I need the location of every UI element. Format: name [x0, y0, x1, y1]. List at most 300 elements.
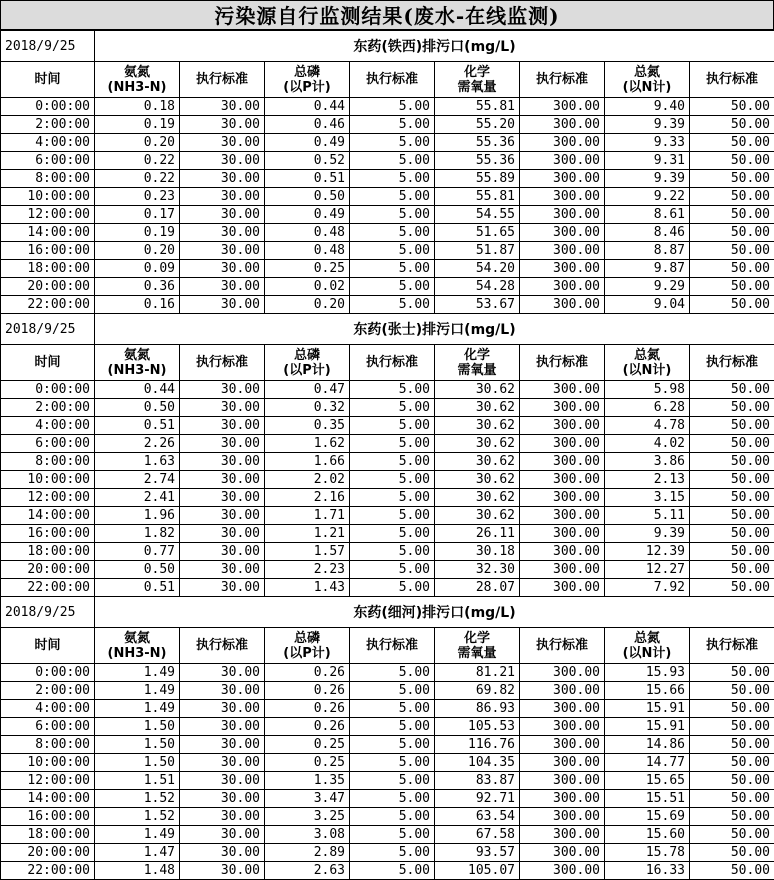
col-header-total-nitrogen [605, 62, 690, 98]
cell-tp-standard: 5.00 [350, 296, 435, 314]
cell-tn-value: 15.93 [605, 664, 690, 682]
cell-nh3n-standard: 30.00 [180, 754, 265, 772]
cell-tn-value: 4.02 [605, 435, 690, 453]
table-row [1, 134, 774, 152]
table-row [1, 718, 774, 736]
cell-cod-value: 26.11 [435, 525, 520, 543]
cell-time: 0:00:00 [1, 664, 95, 682]
col-header-cod [435, 62, 520, 98]
cell-tn-value: 15.51 [605, 790, 690, 808]
column-header-row [1, 345, 774, 381]
cell-tp-value: 2.63 [265, 862, 350, 880]
cell-tn-standard: 50.00 [690, 790, 774, 808]
cell-cod-standard: 300.00 [520, 489, 605, 507]
col-header-total-phosphorus-line2: (以P计) [283, 645, 331, 661]
section-outlet-title: 东药(铁西)排污口(mg/L) [95, 31, 774, 62]
cell-tp-value: 0.25 [265, 736, 350, 754]
cell-tp-value: 1.21 [265, 525, 350, 543]
cell-nh3n-standard: 30.00 [180, 278, 265, 296]
table-row [1, 399, 774, 417]
cell-nh3n-standard: 30.00 [180, 399, 265, 417]
col-header-standard-line1: 执行标准 [535, 638, 588, 653]
cell-nh3n-value: 1.49 [95, 664, 180, 682]
col-header-standard-line1: 执行标准 [195, 355, 248, 370]
col-header-standard [690, 62, 774, 98]
cell-nh3n-value: 0.19 [95, 224, 180, 242]
cell-nh3n-standard: 30.00 [180, 543, 265, 561]
cell-cod-value: 93.57 [435, 844, 520, 862]
cell-nh3n-value: 0.50 [95, 561, 180, 579]
cell-nh3n-standard: 30.00 [180, 435, 265, 453]
cell-nh3n-value: 1.50 [95, 736, 180, 754]
cell-cod-value: 55.36 [435, 134, 520, 152]
section-date: 2018/9/25 [1, 31, 95, 62]
cell-tn-standard: 50.00 [690, 278, 774, 296]
cell-time: 2:00:00 [1, 116, 95, 134]
cell-tp-value: 0.26 [265, 718, 350, 736]
cell-cod-standard: 300.00 [520, 453, 605, 471]
cell-tn-standard: 50.00 [690, 296, 774, 314]
cell-tp-standard: 5.00 [350, 682, 435, 700]
cell-time: 20:00:00 [1, 278, 95, 296]
cell-tp-value: 0.25 [265, 754, 350, 772]
cell-nh3n-standard: 30.00 [180, 152, 265, 170]
cell-nh3n-standard: 30.00 [180, 489, 265, 507]
cell-tn-standard: 50.00 [690, 772, 774, 790]
cell-tn-standard: 50.00 [690, 260, 774, 278]
col-header-total-nitrogen-line2: (以N计) [622, 79, 672, 95]
table-row [1, 772, 774, 790]
cell-nh3n-standard: 30.00 [180, 862, 265, 880]
cell-cod-value: 30.62 [435, 417, 520, 435]
cell-cod-value: 53.67 [435, 296, 520, 314]
cell-nh3n-value: 1.51 [95, 772, 180, 790]
cell-cod-standard: 300.00 [520, 417, 605, 435]
cell-tp-value: 0.49 [265, 206, 350, 224]
cell-nh3n-standard: 30.00 [180, 808, 265, 826]
cell-nh3n-value: 1.50 [95, 754, 180, 772]
cell-tp-standard: 5.00 [350, 399, 435, 417]
table-row [1, 170, 774, 188]
cell-tn-value: 15.65 [605, 772, 690, 790]
cell-tp-value: 1.43 [265, 579, 350, 597]
cell-tp-value: 3.08 [265, 826, 350, 844]
cell-cod-value: 116.76 [435, 736, 520, 754]
table-row [1, 471, 774, 489]
cell-tp-standard: 5.00 [350, 188, 435, 206]
cell-tn-value: 12.39 [605, 543, 690, 561]
cell-cod-value: 51.65 [435, 224, 520, 242]
table-row [1, 260, 774, 278]
cell-tp-standard: 5.00 [350, 435, 435, 453]
cell-tp-value: 0.48 [265, 224, 350, 242]
cell-nh3n-standard: 30.00 [180, 98, 265, 116]
col-header-standard [520, 62, 605, 98]
col-header-standard-line1: 执行标准 [365, 355, 418, 370]
cell-tp-value: 1.66 [265, 453, 350, 471]
cell-nh3n-value: 0.19 [95, 116, 180, 134]
cell-cod-value: 54.20 [435, 260, 520, 278]
cell-nh3n-standard: 30.00 [180, 296, 265, 314]
cell-tp-standard: 5.00 [350, 98, 435, 116]
cell-tp-value: 1.35 [265, 772, 350, 790]
cell-cod-value: 92.71 [435, 790, 520, 808]
cell-nh3n-standard: 30.00 [180, 242, 265, 260]
col-header-total-phosphorus-line1: 总磷 [293, 347, 320, 363]
col-header-nh3n-line1: 氨氮 [123, 64, 150, 80]
cell-nh3n-standard: 30.00 [180, 417, 265, 435]
cell-tn-value: 16.33 [605, 862, 690, 880]
cell-tn-value: 7.92 [605, 579, 690, 597]
col-header-time [1, 345, 95, 381]
column-header-row [1, 628, 774, 664]
cell-tn-standard: 50.00 [690, 98, 774, 116]
cell-tp-standard: 5.00 [350, 152, 435, 170]
table-row [1, 862, 774, 880]
cell-time: 4:00:00 [1, 134, 95, 152]
col-header-cod [435, 628, 520, 664]
col-header-total-phosphorus-line1: 总磷 [293, 64, 320, 80]
table-row [1, 543, 774, 561]
col-header-total-nitrogen [605, 345, 690, 381]
col-header-total-phosphorus-line1: 总磷 [293, 630, 320, 646]
table-row [1, 844, 774, 862]
col-header-nh3n-line2: (NH3-N) [107, 645, 167, 661]
cell-tn-standard: 50.00 [690, 242, 774, 260]
cell-nh3n-standard: 30.00 [180, 134, 265, 152]
cell-nh3n-standard: 30.00 [180, 790, 265, 808]
cell-tp-standard: 5.00 [350, 381, 435, 399]
cell-tn-value: 3.15 [605, 489, 690, 507]
cell-tn-standard: 50.00 [690, 206, 774, 224]
cell-cod-value: 83.87 [435, 772, 520, 790]
col-header-nh3n [95, 628, 180, 664]
section-header-row [1, 31, 774, 62]
cell-tp-standard: 5.00 [350, 664, 435, 682]
cell-tn-value: 9.29 [605, 278, 690, 296]
cell-tn-value: 15.91 [605, 700, 690, 718]
table-row [1, 224, 774, 242]
cell-tp-value: 3.25 [265, 808, 350, 826]
cell-cod-standard: 300.00 [520, 206, 605, 224]
cell-nh3n-standard: 30.00 [180, 664, 265, 682]
col-header-time [1, 628, 95, 664]
cell-tn-value: 4.78 [605, 417, 690, 435]
cell-tn-standard: 50.00 [690, 471, 774, 489]
cell-nh3n-value: 0.17 [95, 206, 180, 224]
cell-time: 12:00:00 [1, 206, 95, 224]
table-row [1, 579, 774, 597]
col-header-nh3n-line1: 氨氮 [123, 630, 150, 646]
cell-cod-standard: 300.00 [520, 754, 605, 772]
cell-nh3n-value: 2.26 [95, 435, 180, 453]
cell-tp-standard: 5.00 [350, 700, 435, 718]
monitoring-table [0, 30, 774, 880]
cell-tn-value: 2.13 [605, 471, 690, 489]
table-row [1, 152, 774, 170]
table-row [1, 682, 774, 700]
cell-cod-standard: 300.00 [520, 579, 605, 597]
cell-nh3n-standard: 30.00 [180, 116, 265, 134]
section-outlet-title: 东药(细河)排污口(mg/L) [95, 597, 774, 628]
col-header-standard [350, 345, 435, 381]
cell-tp-standard: 5.00 [350, 134, 435, 152]
table-row [1, 790, 774, 808]
col-header-standard-line1: 执行标准 [705, 638, 758, 653]
cell-tp-value: 0.35 [265, 417, 350, 435]
cell-tn-standard: 50.00 [690, 826, 774, 844]
cell-tp-value: 2.16 [265, 489, 350, 507]
col-header-cod-line1: 化学 [463, 64, 490, 80]
cell-tp-standard: 5.00 [350, 561, 435, 579]
col-header-standard [520, 345, 605, 381]
cell-nh3n-value: 2.41 [95, 489, 180, 507]
cell-tp-standard: 5.00 [350, 808, 435, 826]
cell-tn-standard: 50.00 [690, 134, 774, 152]
cell-tp-standard: 5.00 [350, 489, 435, 507]
cell-tn-value: 9.39 [605, 170, 690, 188]
col-header-total-phosphorus-line2: (以P计) [283, 79, 331, 95]
cell-time: 12:00:00 [1, 772, 95, 790]
cell-nh3n-value: 0.22 [95, 170, 180, 188]
cell-tp-value: 0.48 [265, 242, 350, 260]
cell-time: 22:00:00 [1, 579, 95, 597]
cell-cod-value: 55.89 [435, 170, 520, 188]
cell-nh3n-value: 1.63 [95, 453, 180, 471]
cell-nh3n-value: 0.23 [95, 188, 180, 206]
cell-nh3n-standard: 30.00 [180, 381, 265, 399]
cell-tp-standard: 5.00 [350, 453, 435, 471]
cell-time: 14:00:00 [1, 507, 95, 525]
col-header-standard-line1: 执行标准 [705, 72, 758, 87]
cell-tp-standard: 5.00 [350, 790, 435, 808]
table-row [1, 188, 774, 206]
col-header-standard-line1: 执行标准 [365, 72, 418, 87]
cell-nh3n-value: 1.49 [95, 826, 180, 844]
cell-cod-standard: 300.00 [520, 808, 605, 826]
cell-cod-value: 104.35 [435, 754, 520, 772]
cell-time: 10:00:00 [1, 471, 95, 489]
cell-tp-standard: 5.00 [350, 206, 435, 224]
cell-tn-value: 5.98 [605, 381, 690, 399]
cell-cod-standard: 300.00 [520, 260, 605, 278]
cell-tn-standard: 50.00 [690, 808, 774, 826]
cell-tn-value: 8.61 [605, 206, 690, 224]
cell-tn-standard: 50.00 [690, 579, 774, 597]
cell-tp-standard: 5.00 [350, 736, 435, 754]
cell-cod-standard: 300.00 [520, 296, 605, 314]
cell-tp-standard: 5.00 [350, 754, 435, 772]
cell-cod-standard: 300.00 [520, 152, 605, 170]
cell-time: 2:00:00 [1, 682, 95, 700]
cell-cod-value: 54.28 [435, 278, 520, 296]
col-header-standard [180, 345, 265, 381]
col-header-total-phosphorus [265, 628, 350, 664]
cell-tp-value: 0.44 [265, 98, 350, 116]
cell-tn-standard: 50.00 [690, 736, 774, 754]
table-row [1, 206, 774, 224]
cell-cod-value: 69.82 [435, 682, 520, 700]
cell-tp-value: 0.26 [265, 700, 350, 718]
cell-tn-value: 14.86 [605, 736, 690, 754]
cell-nh3n-standard: 30.00 [180, 471, 265, 489]
cell-cod-value: 55.81 [435, 98, 520, 116]
col-header-total-phosphorus [265, 345, 350, 381]
cell-nh3n-standard: 30.00 [180, 224, 265, 242]
cell-tp-value: 0.26 [265, 664, 350, 682]
col-header-time [1, 62, 95, 98]
cell-tp-value: 1.62 [265, 435, 350, 453]
cell-cod-standard: 300.00 [520, 242, 605, 260]
cell-cod-standard: 300.00 [520, 718, 605, 736]
cell-time: 20:00:00 [1, 844, 95, 862]
cell-cod-value: 86.93 [435, 700, 520, 718]
cell-tp-standard: 5.00 [350, 844, 435, 862]
cell-time: 8:00:00 [1, 736, 95, 754]
col-header-total-nitrogen [605, 628, 690, 664]
cell-time: 0:00:00 [1, 381, 95, 399]
table-row [1, 489, 774, 507]
col-header-total-phosphorus [265, 62, 350, 98]
cell-tp-standard: 5.00 [350, 579, 435, 597]
cell-time: 6:00:00 [1, 435, 95, 453]
cell-nh3n-value: 0.44 [95, 381, 180, 399]
cell-nh3n-value: 1.49 [95, 682, 180, 700]
table-row [1, 381, 774, 399]
report-title: 污染源自行监测结果(废水-在线监测) [0, 0, 774, 30]
cell-cod-standard: 300.00 [520, 664, 605, 682]
cell-cod-standard: 300.00 [520, 471, 605, 489]
cell-cod-standard: 300.00 [520, 381, 605, 399]
cell-tp-standard: 5.00 [350, 525, 435, 543]
table-row [1, 242, 774, 260]
cell-time: 4:00:00 [1, 700, 95, 718]
cell-cod-standard: 300.00 [520, 435, 605, 453]
cell-tn-value: 5.11 [605, 507, 690, 525]
col-header-nh3n-line2: (NH3-N) [107, 79, 167, 95]
cell-nh3n-standard: 30.00 [180, 682, 265, 700]
cell-nh3n-value: 1.82 [95, 525, 180, 543]
cell-nh3n-value: 1.52 [95, 808, 180, 826]
cell-tn-value: 9.39 [605, 525, 690, 543]
cell-cod-standard: 300.00 [520, 116, 605, 134]
cell-tp-value: 1.57 [265, 543, 350, 561]
cell-cod-value: 105.07 [435, 862, 520, 880]
cell-tn-value: 15.91 [605, 718, 690, 736]
col-header-cod-line2: 需氧量 [457, 79, 497, 95]
cell-nh3n-standard: 30.00 [180, 718, 265, 736]
cell-tp-value: 0.51 [265, 170, 350, 188]
table-row [1, 453, 774, 471]
cell-tn-standard: 50.00 [690, 543, 774, 561]
cell-time: 14:00:00 [1, 790, 95, 808]
col-header-nh3n-line1: 氨氮 [123, 347, 150, 363]
cell-tp-standard: 5.00 [350, 862, 435, 880]
table-row [1, 826, 774, 844]
cell-tp-standard: 5.00 [350, 471, 435, 489]
col-header-cod-line1: 化学 [463, 630, 490, 646]
cell-nh3n-standard: 30.00 [180, 826, 265, 844]
col-header-standard [180, 62, 265, 98]
cell-tn-value: 6.28 [605, 399, 690, 417]
column-header-row [1, 62, 774, 98]
cell-cod-standard: 300.00 [520, 224, 605, 242]
cell-cod-standard: 300.00 [520, 862, 605, 880]
cell-tn-standard: 50.00 [690, 507, 774, 525]
cell-tn-standard: 50.00 [690, 188, 774, 206]
table-body [1, 31, 774, 880]
cell-nh3n-standard: 30.00 [180, 772, 265, 790]
cell-tn-value: 8.87 [605, 242, 690, 260]
cell-tn-standard: 50.00 [690, 381, 774, 399]
cell-tn-value: 8.46 [605, 224, 690, 242]
cell-cod-standard: 300.00 [520, 561, 605, 579]
table-row [1, 417, 774, 435]
col-header-total-nitrogen-line1: 总氮 [633, 630, 660, 646]
cell-tp-standard: 5.00 [350, 507, 435, 525]
cell-cod-standard: 300.00 [520, 772, 605, 790]
cell-tn-value: 15.78 [605, 844, 690, 862]
cell-nh3n-value: 1.50 [95, 718, 180, 736]
cell-tp-value: 0.47 [265, 381, 350, 399]
cell-cod-standard: 300.00 [520, 399, 605, 417]
cell-time: 8:00:00 [1, 170, 95, 188]
cell-nh3n-standard: 30.00 [180, 700, 265, 718]
cell-tp-standard: 5.00 [350, 260, 435, 278]
cell-nh3n-value: 0.51 [95, 417, 180, 435]
cell-tp-standard: 5.00 [350, 772, 435, 790]
cell-tp-value: 3.47 [265, 790, 350, 808]
cell-time: 4:00:00 [1, 417, 95, 435]
cell-cod-value: 30.62 [435, 435, 520, 453]
cell-tp-value: 2.89 [265, 844, 350, 862]
cell-cod-value: 30.62 [435, 381, 520, 399]
cell-cod-value: 30.62 [435, 471, 520, 489]
col-header-standard-line1: 执行标准 [535, 72, 588, 87]
cell-cod-value: 67.58 [435, 826, 520, 844]
col-header-standard [350, 628, 435, 664]
col-header-standard-line1: 执行标准 [195, 638, 248, 653]
cell-tp-standard: 5.00 [350, 278, 435, 296]
cell-time: 16:00:00 [1, 525, 95, 543]
cell-tn-standard: 50.00 [690, 453, 774, 471]
cell-tp-standard: 5.00 [350, 116, 435, 134]
col-header-standard-line1: 执行标准 [195, 72, 248, 87]
cell-cod-standard: 300.00 [520, 682, 605, 700]
cell-tp-standard: 5.00 [350, 826, 435, 844]
col-header-cod-line2: 需氧量 [457, 362, 497, 378]
cell-tn-standard: 50.00 [690, 700, 774, 718]
cell-cod-standard: 300.00 [520, 507, 605, 525]
cell-tn-value: 14.77 [605, 754, 690, 772]
cell-time: 2:00:00 [1, 399, 95, 417]
cell-tn-standard: 50.00 [690, 525, 774, 543]
cell-time: 18:00:00 [1, 543, 95, 561]
cell-tp-value: 0.49 [265, 134, 350, 152]
table-row [1, 435, 774, 453]
table-row [1, 296, 774, 314]
col-header-time-line1: 时间 [34, 355, 61, 370]
cell-tp-value: 0.26 [265, 682, 350, 700]
cell-nh3n-standard: 30.00 [180, 260, 265, 278]
cell-tp-value: 2.02 [265, 471, 350, 489]
cell-tn-value: 9.33 [605, 134, 690, 152]
col-header-standard [690, 628, 774, 664]
cell-tn-value: 9.22 [605, 188, 690, 206]
cell-tn-value: 15.69 [605, 808, 690, 826]
cell-cod-standard: 300.00 [520, 700, 605, 718]
cell-cod-value: 81.21 [435, 664, 520, 682]
